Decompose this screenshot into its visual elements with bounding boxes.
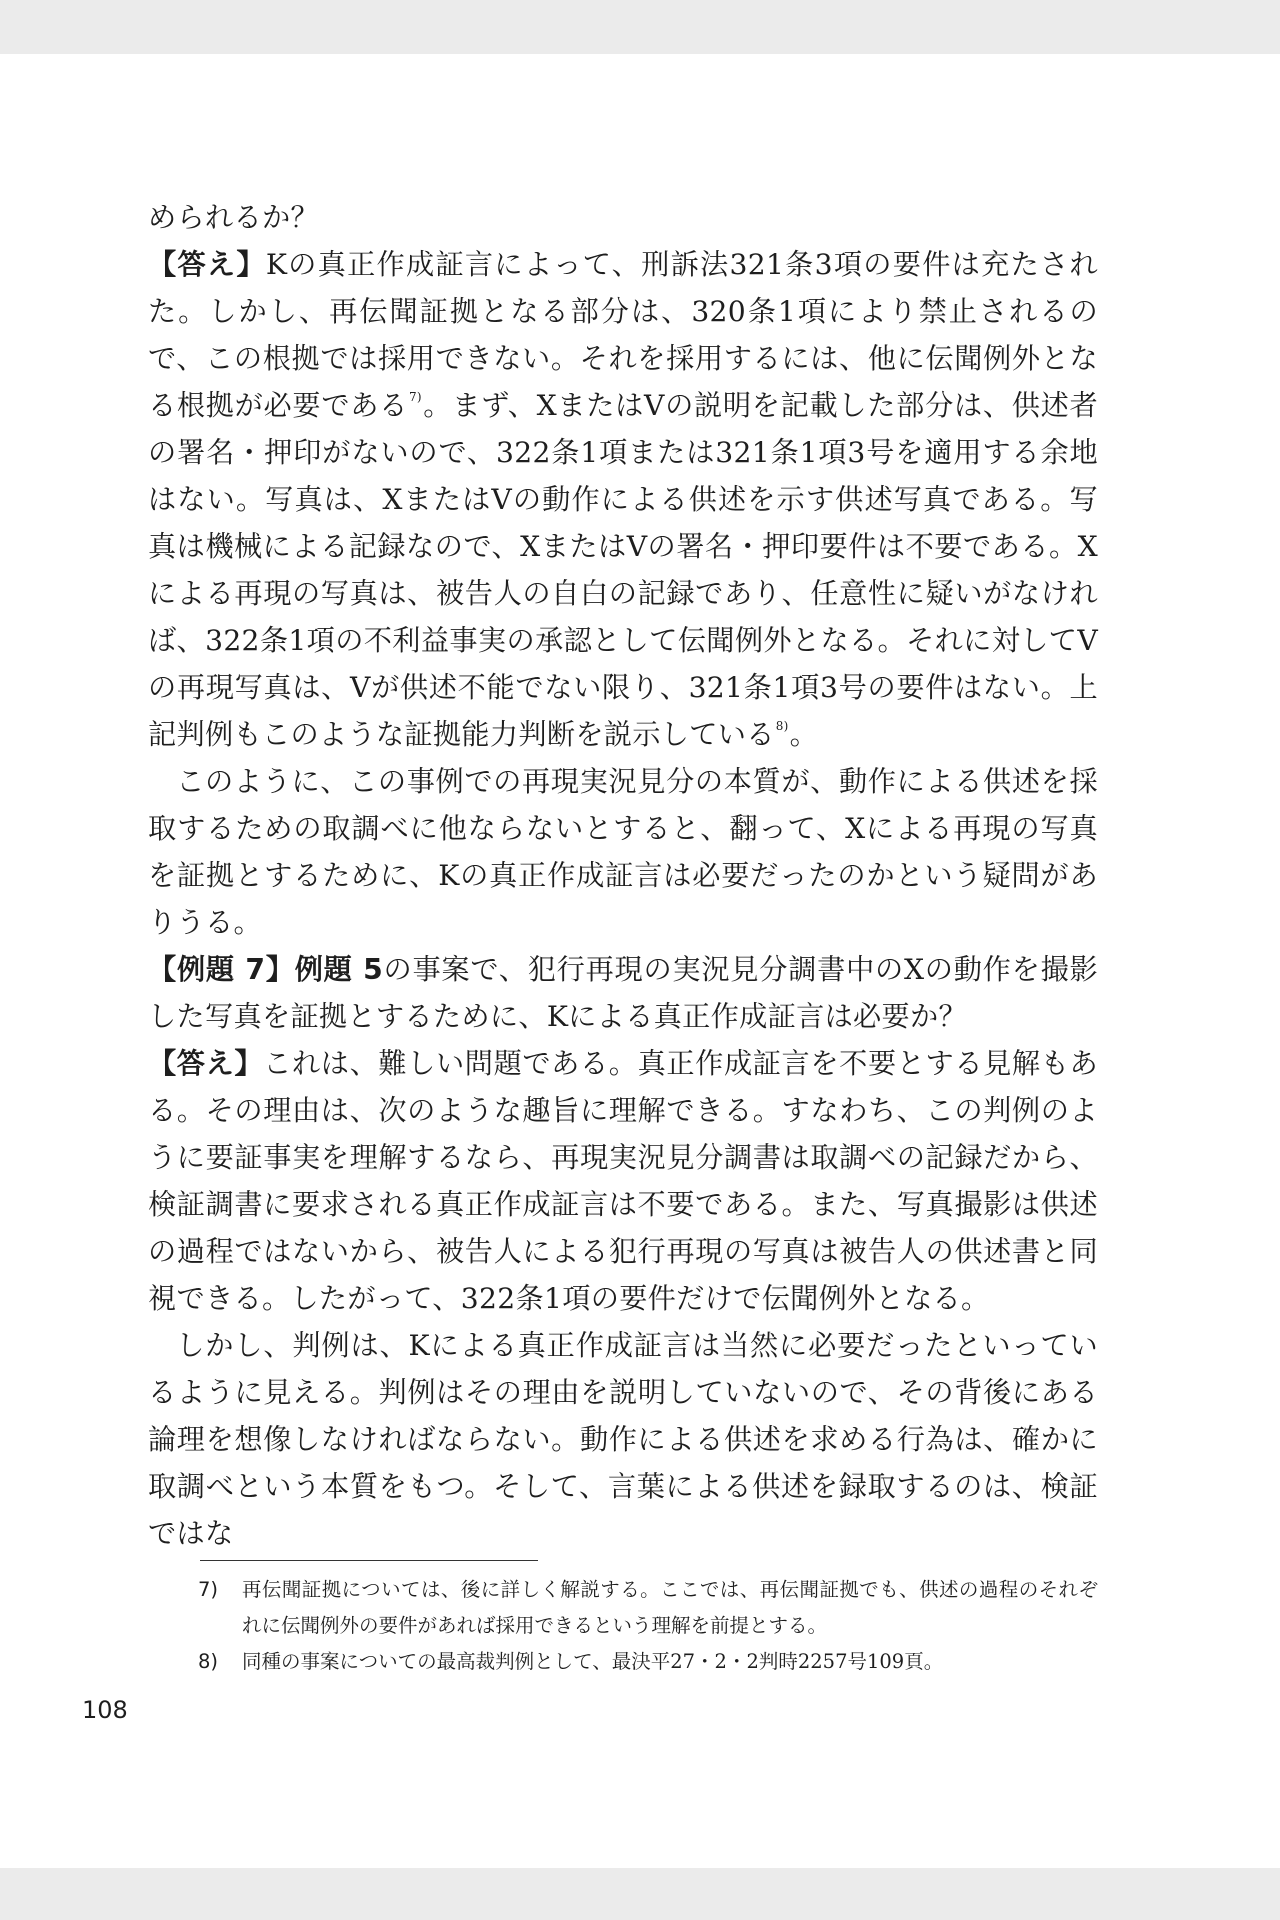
footnote-number: 7) xyxy=(198,1578,219,1601)
paragraph-text: しかし、判例は、Kによる真正作成証言は当然に必要だったといっているように見える。判例はその理由を説明していないので、その背後にある論理を想像しなければならない。動作による供述を求める行為は、確かに取調べという本質をもつ。そして、言葉による供述を録取するのは、検証ではな xyxy=(148,1329,1098,1550)
page-number: 108 xyxy=(82,1696,128,1724)
footnote-text: 同種の事案についての最高裁判例として、最決平27・2・2判時2257号109頁。 xyxy=(242,1650,944,1673)
footnote-reference: 8) xyxy=(775,719,789,733)
footnote-divider xyxy=(200,1560,538,1561)
book-page xyxy=(0,54,1280,1868)
paragraph-text: められるか？ xyxy=(148,201,319,234)
footnote xyxy=(198,1644,1098,1680)
paragraph-text: Kの真正作成証言によって、刑訴法321条3項の要件は充たされた。しかし、再伝聞証拠となる部分は、320条1項により禁止されるので、この根拠では採用できない。それを採用するには、他に伝聞例外となる根拠が必要である xyxy=(148,248,1098,422)
answer-label: 【答え】 xyxy=(148,1047,264,1080)
paragraph-text: このように、この事例での再現実況見分の本質が、動作による供述を採取するための取調べに他ならないとすると、翻って、Xによる再現の写真を証拠とするために、Kの真正作成証言は必要だったのかという疑問がありうる。 xyxy=(148,765,1098,939)
viewer-top-bar xyxy=(0,0,1280,54)
paragraph-text: 。 xyxy=(789,718,819,751)
footnote xyxy=(198,1572,1098,1644)
paragraph-p5 xyxy=(148,1040,1098,1322)
answer-label: 【答え】 xyxy=(148,248,266,281)
viewer-bottom-bar xyxy=(0,1868,1280,1920)
footnote-text: 再伝聞証拠については、後に詳しく解説する。ここでは、再伝聞証拠でも、供述の過程のそれぞれに伝聞例外の要件があれば採用できるという理解を前提とする。 xyxy=(242,1578,1098,1637)
paragraph-p4 xyxy=(148,946,1098,1040)
paragraph-p3 xyxy=(148,758,1098,946)
paragraph-p1 xyxy=(148,194,1098,241)
answer-label: 【例題 7】例題 5 xyxy=(148,953,384,986)
footnote-number: 8) xyxy=(198,1650,219,1673)
footnote-reference: 7) xyxy=(408,390,422,404)
paragraph-p6 xyxy=(148,1322,1098,1557)
paragraph-p2 xyxy=(148,241,1098,758)
paragraph-text: の事案で、犯行再現の実況見分調書中のXの動作を撮影した写真を証拠とするために、Kによる真正作成証言は必要か？ xyxy=(148,953,1098,1033)
footnotes xyxy=(198,1572,1098,1680)
paragraph-text: これは、難しい問題である。真正作成証言を不要とする見解もある。その理由は、次のような趣旨に理解できる。すなわち、この判例のように要証事実を理解するなら、再現実況見分調書は取調べの記録だから、検証調書に要求される真正作成証言は不要である。また、写真撮影は供述の過程ではないから、被告人による犯行再現の写真は被告人の供述書と同視できる。したがって、322条1項の要件だけで伝聞例外となる。 xyxy=(148,1047,1099,1315)
body-text xyxy=(148,194,1098,1557)
paragraph-text: 。まず、XまたはVの説明を記載した部分は、供述者の署名・押印がないので、322条1項または321条1項3号を適用する余地はない。写真は、XまたはVの動作による供述を示す供述写真である。写真は機械による記録なので、XまたはVの署名・押印要件は不要である。Xによる再現の写真は、被告人の自白の記録であり、任意性に疑いがなければ、322条1項の不利益事実の承認として伝聞例外となる。それに対してVの再現写真は、Vが供述不能でない限り、321条1項3号の要件はない。上記判例もこのような証拠能力判断を説示している xyxy=(148,389,1098,751)
